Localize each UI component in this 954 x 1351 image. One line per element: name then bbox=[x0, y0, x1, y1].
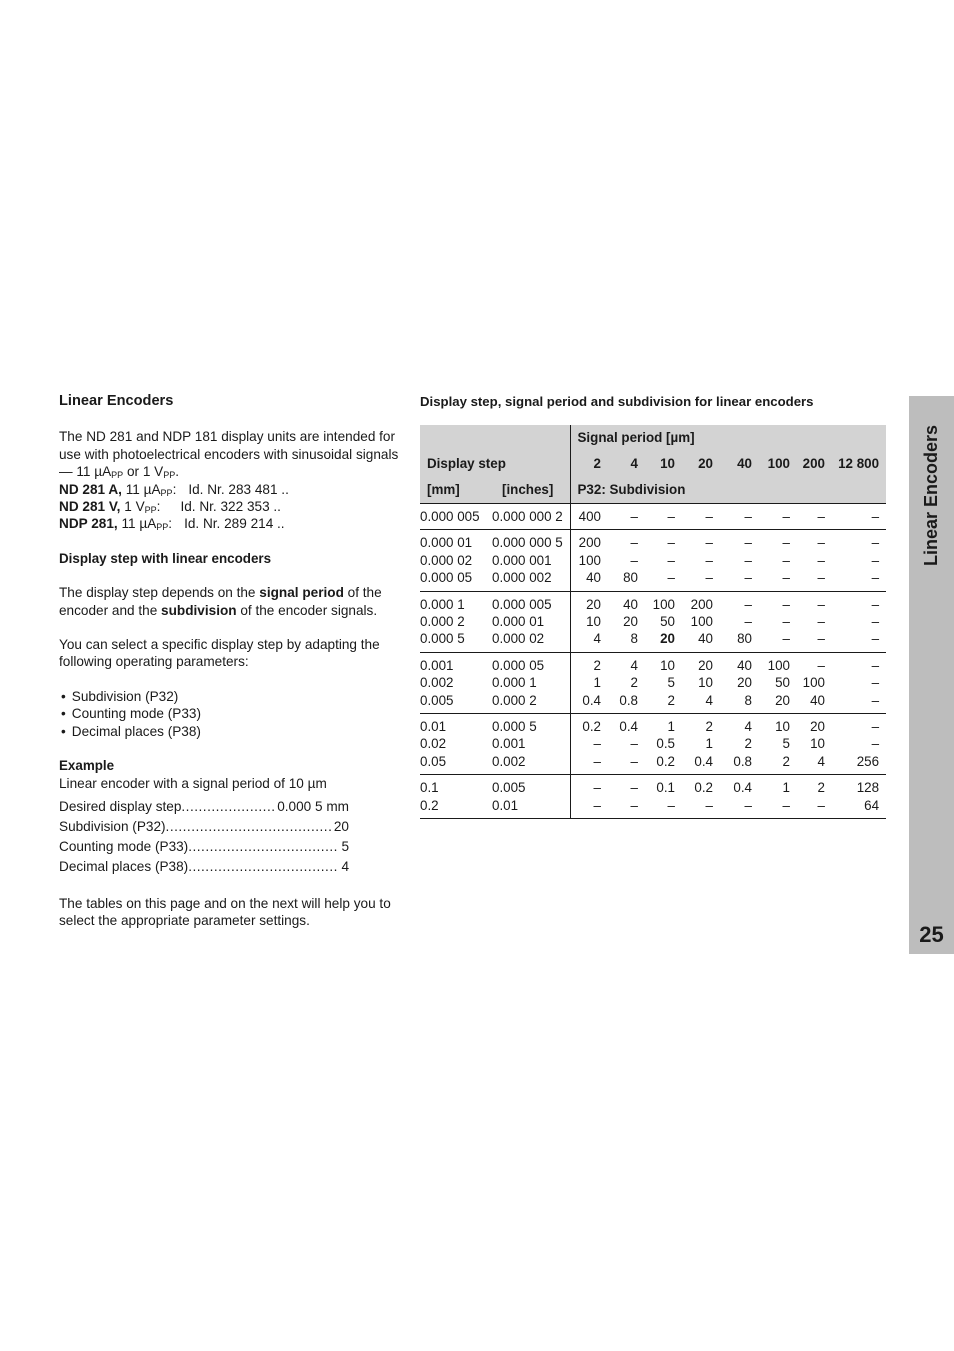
cell-subdivision: – bbox=[871, 535, 880, 551]
cell-inches: 0.000 002 bbox=[492, 570, 552, 586]
cell-subdivision: 0.4 bbox=[619, 719, 638, 735]
header-mm: [mm] bbox=[420, 477, 492, 504]
table-row bbox=[420, 735, 886, 752]
parameter-item: • Decimal places (P38) bbox=[59, 723, 404, 740]
cell-subdivision: 64 bbox=[864, 797, 880, 813]
cell-subdivision: – bbox=[705, 570, 713, 586]
cell-subdivision: 2 bbox=[570, 652, 608, 674]
cell-subdivision: – bbox=[570, 753, 608, 775]
closing-paragraph: The tables on this page and on the next will help you to select the appropriate parameter settings. bbox=[59, 895, 391, 929]
cell-subdivision: 2 bbox=[782, 753, 790, 769]
cell-subdivision: – bbox=[871, 552, 880, 568]
cell-subdivision: 50 bbox=[660, 614, 675, 630]
table-row bbox=[420, 591, 886, 613]
header-period: 40 bbox=[720, 451, 759, 477]
table-row bbox=[420, 775, 886, 797]
cell-subdivision: 1 bbox=[705, 736, 713, 752]
cell-subdivision: 200 bbox=[690, 596, 713, 612]
cell-mm: 0.000 02 bbox=[420, 552, 473, 568]
cell-inches: 0.000 5 bbox=[492, 719, 537, 735]
cell-subdivision: 40 bbox=[810, 692, 825, 708]
example-value: 20 bbox=[333, 818, 349, 834]
cell-subdivision: 2 bbox=[705, 719, 713, 735]
example-label: Subdivision (P32) bbox=[59, 818, 166, 834]
header-period: 200 bbox=[797, 451, 832, 477]
cell-subdivision: 1 bbox=[570, 674, 608, 691]
spec-colon: : bbox=[168, 516, 173, 532]
cell-subdivision: – bbox=[817, 509, 825, 524]
spec-signal: 11 µA bbox=[121, 481, 161, 497]
header-inches: [inches] bbox=[492, 477, 570, 504]
example-label: Counting mode (P33) bbox=[59, 838, 189, 854]
header-period: 4 bbox=[608, 451, 645, 477]
cell-mm: 0.001 bbox=[420, 657, 454, 673]
cell-subdivision: – bbox=[705, 797, 713, 813]
cell-subdivision: – bbox=[817, 797, 825, 813]
spec-model: ND 281 V, bbox=[59, 499, 121, 515]
cell-mm: 0.002 bbox=[420, 675, 454, 691]
cell-subdivision: – bbox=[744, 570, 752, 586]
cell-subdivision: 4 bbox=[744, 719, 752, 735]
example-row bbox=[59, 818, 349, 835]
spec-id: Id. Nr. 322 353 .. bbox=[180, 499, 281, 515]
cell-subdivision: 8 bbox=[630, 631, 638, 647]
cell-subdivision: – bbox=[630, 736, 638, 752]
cell-subdivision: – bbox=[871, 719, 880, 735]
cell-subdivision: – bbox=[630, 535, 638, 551]
table-row bbox=[420, 504, 886, 530]
example-heading: Example bbox=[59, 758, 115, 774]
parameter-list bbox=[59, 688, 404, 740]
table-row bbox=[420, 552, 886, 569]
cell-subdivision: – bbox=[630, 797, 638, 813]
cell-subdivision: 1 bbox=[667, 719, 675, 735]
cell-mm: 0.000 005 bbox=[420, 509, 480, 524]
cell-subdivision: – bbox=[705, 552, 713, 568]
header-row-2 bbox=[420, 451, 886, 477]
cell-subdivision: 4 bbox=[570, 630, 608, 652]
cell-subdivision: 80 bbox=[623, 570, 638, 586]
table-row bbox=[420, 797, 886, 819]
left-column bbox=[59, 393, 404, 930]
example-row bbox=[59, 838, 349, 855]
spec-line bbox=[59, 498, 404, 515]
cell-subdivision: 80 bbox=[737, 631, 752, 647]
cell-subdivision: 20 bbox=[775, 692, 790, 708]
parameter-item: • Counting mode (P33) bbox=[59, 705, 404, 722]
cell-subdivision: – bbox=[705, 535, 713, 551]
cell-subdivision: 0.4 bbox=[733, 780, 752, 796]
cell-mm: 0.000 05 bbox=[420, 570, 473, 586]
cell-subdivision: 20 bbox=[810, 719, 825, 735]
cell-subdivision: 4 bbox=[630, 657, 638, 673]
example-label: Desired display step bbox=[59, 798, 182, 814]
cell-subdivision: – bbox=[871, 614, 880, 630]
cell-subdivision: – bbox=[817, 535, 825, 551]
spec-line bbox=[59, 515, 404, 532]
cell-subdivision: 10 bbox=[775, 719, 790, 735]
cell-subdivision: 5 bbox=[667, 675, 675, 691]
spec-id: Id. Nr. 283 481 .. bbox=[188, 481, 289, 497]
cell-subdivision: – bbox=[871, 509, 880, 524]
cell-subdivision: – bbox=[817, 596, 825, 612]
cell-subdivision: – bbox=[570, 797, 608, 819]
spec-signal-sub: PP bbox=[144, 505, 157, 516]
cell-inches: 0.005 bbox=[492, 780, 526, 796]
cell-subdivision: 100 bbox=[690, 614, 713, 630]
cell-subdivision: – bbox=[782, 631, 790, 647]
cell-subdivision: – bbox=[782, 596, 790, 612]
table-row bbox=[420, 613, 886, 630]
cell-inches: 0.000 05 bbox=[492, 657, 545, 673]
cell-subdivision: – bbox=[871, 736, 880, 752]
leader-dots bbox=[181, 798, 274, 815]
spec-list bbox=[59, 481, 404, 533]
cell-subdivision: 2 bbox=[630, 675, 638, 691]
table-title: Display step, signal period and subdivision for linear encoders bbox=[420, 394, 814, 409]
cell-subdivision: 100 bbox=[570, 552, 608, 569]
example-value: 0.000 5 mm bbox=[277, 798, 349, 814]
cell-subdivision: – bbox=[570, 735, 608, 752]
spec-signal: 11 µA bbox=[117, 516, 157, 532]
paragraph-parameters: You can select a specific display step by adapting the following operating parameters: bbox=[59, 637, 380, 670]
cell-subdivision: 128 bbox=[856, 780, 880, 796]
cell-subdivision: – bbox=[782, 509, 790, 524]
cell-subdivision: – bbox=[782, 552, 790, 568]
cell-subdivision: 1 bbox=[782, 780, 790, 796]
example-value: 4 bbox=[341, 858, 349, 874]
cell-subdivision: 40 bbox=[570, 569, 608, 591]
cell-subdivision: – bbox=[871, 596, 880, 612]
cell-subdivision: 0.5 bbox=[656, 736, 675, 752]
cell-subdivision: – bbox=[871, 675, 880, 691]
header-row-3 bbox=[420, 477, 886, 504]
cell-inches: 0.000 000 2 bbox=[492, 509, 563, 524]
cell-subdivision: – bbox=[871, 692, 880, 708]
cell-subdivision: – bbox=[667, 797, 675, 813]
cell-subdivision: 4 bbox=[705, 692, 713, 708]
cell-subdivision: 10 bbox=[660, 657, 675, 673]
cell-mm: 0.005 bbox=[420, 692, 454, 708]
cell-mm: 0.01 bbox=[420, 719, 447, 735]
cell-mm: 0.000 01 bbox=[420, 535, 473, 551]
cell-subdivision: 0.1 bbox=[656, 780, 675, 796]
cell-subdivision: 10 bbox=[570, 613, 608, 630]
cell-subdivision: – bbox=[667, 570, 675, 586]
cell-mm: 0.02 bbox=[420, 736, 447, 752]
cell-subdivision: 200 bbox=[570, 530, 608, 552]
cell-subdivision: – bbox=[871, 570, 880, 586]
table-row bbox=[420, 630, 886, 652]
display-step-table bbox=[420, 425, 886, 819]
cell-subdivision: 100 bbox=[767, 657, 790, 673]
paragraph-display-step: The display step depends on the signal period of the encoder and the subdivision of the encoder signals. bbox=[59, 585, 382, 618]
cell-subdivision: – bbox=[744, 552, 752, 568]
leader-dots bbox=[188, 858, 338, 875]
cell-subdivision: – bbox=[667, 509, 675, 524]
example-row bbox=[59, 858, 349, 875]
cell-mm: 0.05 bbox=[420, 753, 447, 769]
cell-subdivision: – bbox=[630, 780, 638, 796]
spec-signal-sub: PP bbox=[160, 487, 173, 498]
cell-subdivision: – bbox=[782, 535, 790, 551]
cell-subdivision: 20 bbox=[623, 614, 638, 630]
cell-mm: 0.000 2 bbox=[420, 614, 465, 630]
cell-subdivision: 0.2 bbox=[656, 753, 675, 769]
table-row bbox=[420, 530, 886, 552]
table-row bbox=[420, 652, 886, 674]
cell-subdivision: 0.8 bbox=[619, 692, 638, 708]
cell-inches: 0.01 bbox=[492, 797, 519, 813]
cell-subdivision: 0.8 bbox=[733, 753, 752, 769]
cell-mm: 0.2 bbox=[420, 797, 439, 813]
cell-subdivision: 20 bbox=[570, 591, 608, 613]
cell-subdivision: 10 bbox=[698, 675, 713, 691]
parameter-item: • Subdivision (P32) bbox=[59, 688, 404, 705]
cell-subdivision: 2 bbox=[667, 692, 675, 708]
cell-subdivision: 0.4 bbox=[570, 692, 608, 714]
cell-inches: 0.000 001 bbox=[492, 552, 552, 568]
cell-inches: 0.001 bbox=[492, 736, 526, 752]
cell-subdivision: 2 bbox=[817, 780, 825, 796]
spec-model: ND 281 A, bbox=[59, 481, 122, 497]
spec-model: NDP 281, bbox=[59, 516, 118, 532]
cell-subdivision: – bbox=[817, 631, 825, 647]
section-heading: Linear Encoders bbox=[59, 393, 174, 409]
cell-inches: 0.000 000 5 bbox=[492, 535, 563, 551]
table-row bbox=[420, 674, 886, 691]
side-tab bbox=[909, 396, 954, 954]
cell-subdivision: 20 bbox=[737, 675, 752, 691]
cell-subdivision: 5 bbox=[782, 736, 790, 752]
cell-inches: 0.000 005 bbox=[492, 596, 552, 612]
table-row bbox=[420, 692, 886, 714]
cell-subdivision: – bbox=[705, 509, 713, 524]
cell-subdivision: 2 bbox=[744, 736, 752, 752]
cell-mm: 0.000 1 bbox=[420, 596, 465, 612]
cell-subdivision: 4 bbox=[817, 753, 825, 769]
cell-subdivision: – bbox=[667, 535, 675, 551]
cell-subdivision: – bbox=[667, 552, 675, 568]
cell-subdivision: 0.2 bbox=[570, 714, 608, 736]
header-period: 12 800 bbox=[832, 451, 886, 477]
header-period: 10 bbox=[645, 451, 682, 477]
cell-inches: 0.000 02 bbox=[492, 631, 545, 647]
cell-subdivision: 20 bbox=[698, 657, 713, 673]
spec-id: Id. Nr. 289 214 .. bbox=[184, 516, 285, 532]
cell-subdivision: – bbox=[871, 657, 880, 673]
header-signal-period: Signal period [µm] bbox=[570, 425, 886, 451]
cell-subdivision: – bbox=[744, 614, 752, 630]
leader-dots bbox=[188, 838, 338, 855]
header-display-step: Display step bbox=[420, 451, 570, 477]
spec-colon: : bbox=[172, 481, 177, 497]
intro-paragraph: The ND 281 and NDP 181 display units are intended for use with photoelectrical encoders with sinusoidal signals — 11 µA$_{PP}$ or 1 $V_{PP}$. bbox=[59, 429, 399, 481]
cell-subdivision: 40 bbox=[623, 596, 638, 612]
spec-colon: : bbox=[156, 499, 161, 515]
cell-subdivision: 256 bbox=[856, 753, 880, 769]
cell-subdivision: 10 bbox=[810, 736, 825, 752]
example-settings bbox=[59, 798, 349, 875]
cell-subdivision: – bbox=[817, 614, 825, 630]
cell-subdivision: 100 bbox=[652, 596, 675, 612]
spec-signal-sub: PP bbox=[156, 522, 169, 533]
cell-subdivision: 0.2 bbox=[694, 780, 713, 796]
header-period: 2 bbox=[570, 451, 608, 477]
cell-inches: 0.002 bbox=[492, 753, 526, 769]
cell-subdivision: – bbox=[570, 775, 608, 797]
cell-subdivision: – bbox=[630, 552, 638, 568]
cell-subdivision: – bbox=[817, 570, 825, 586]
cell-subdivision: 40 bbox=[737, 657, 752, 673]
cell-subdivision: – bbox=[782, 797, 790, 813]
cell-subdivision: 0.4 bbox=[694, 753, 713, 769]
page-number: 25 bbox=[919, 922, 944, 947]
subheading: Display step with linear encoders bbox=[59, 550, 272, 566]
cell-subdivision: – bbox=[744, 596, 752, 612]
example-value: 5 bbox=[341, 838, 349, 854]
cell-subdivision: 400 bbox=[570, 504, 608, 530]
header-period: 100 bbox=[759, 451, 797, 477]
table-row bbox=[420, 714, 886, 736]
example-intro: Linear encoder with a signal period of 10 µm bbox=[59, 775, 327, 791]
cell-subdivision: – bbox=[782, 614, 790, 630]
header-row-1 bbox=[420, 425, 886, 451]
cell-subdivision: – bbox=[817, 552, 825, 568]
cell-subdivision: – bbox=[744, 535, 752, 551]
cell-mm: 0.1 bbox=[420, 780, 439, 796]
cell-subdivision: – bbox=[630, 509, 638, 524]
leader-dots bbox=[166, 818, 331, 835]
spec-signal: 1 V bbox=[120, 499, 145, 515]
header-subdivision: P32: Subdivision bbox=[570, 477, 886, 504]
cell-subdivision: 20 bbox=[660, 631, 675, 647]
cell-subdivision: 8 bbox=[744, 692, 752, 708]
example-label: Decimal places (P38) bbox=[59, 858, 189, 874]
cell-subdivision: – bbox=[782, 570, 790, 586]
table-row bbox=[420, 569, 886, 591]
cell-inches: 0.000 2 bbox=[492, 692, 537, 708]
cell-subdivision: 50 bbox=[775, 675, 790, 691]
table-body bbox=[420, 504, 886, 819]
cell-inches: 0.000 01 bbox=[492, 614, 545, 630]
example-row bbox=[59, 798, 349, 815]
cell-subdivision: – bbox=[744, 509, 752, 524]
cell-subdivision: – bbox=[630, 753, 638, 769]
cell-subdivision: – bbox=[744, 797, 752, 813]
spec-line bbox=[59, 481, 404, 498]
cell-subdivision: – bbox=[817, 657, 825, 673]
cell-subdivision: 40 bbox=[698, 631, 713, 647]
header-period: 20 bbox=[682, 451, 720, 477]
table-row bbox=[420, 753, 886, 775]
side-tab-label: Linear Encoders bbox=[921, 424, 941, 566]
cell-mm: 0.000 5 bbox=[420, 631, 465, 647]
cell-inches: 0.000 1 bbox=[492, 675, 537, 691]
cell-subdivision: 100 bbox=[802, 675, 825, 691]
cell-subdivision: – bbox=[871, 631, 880, 647]
